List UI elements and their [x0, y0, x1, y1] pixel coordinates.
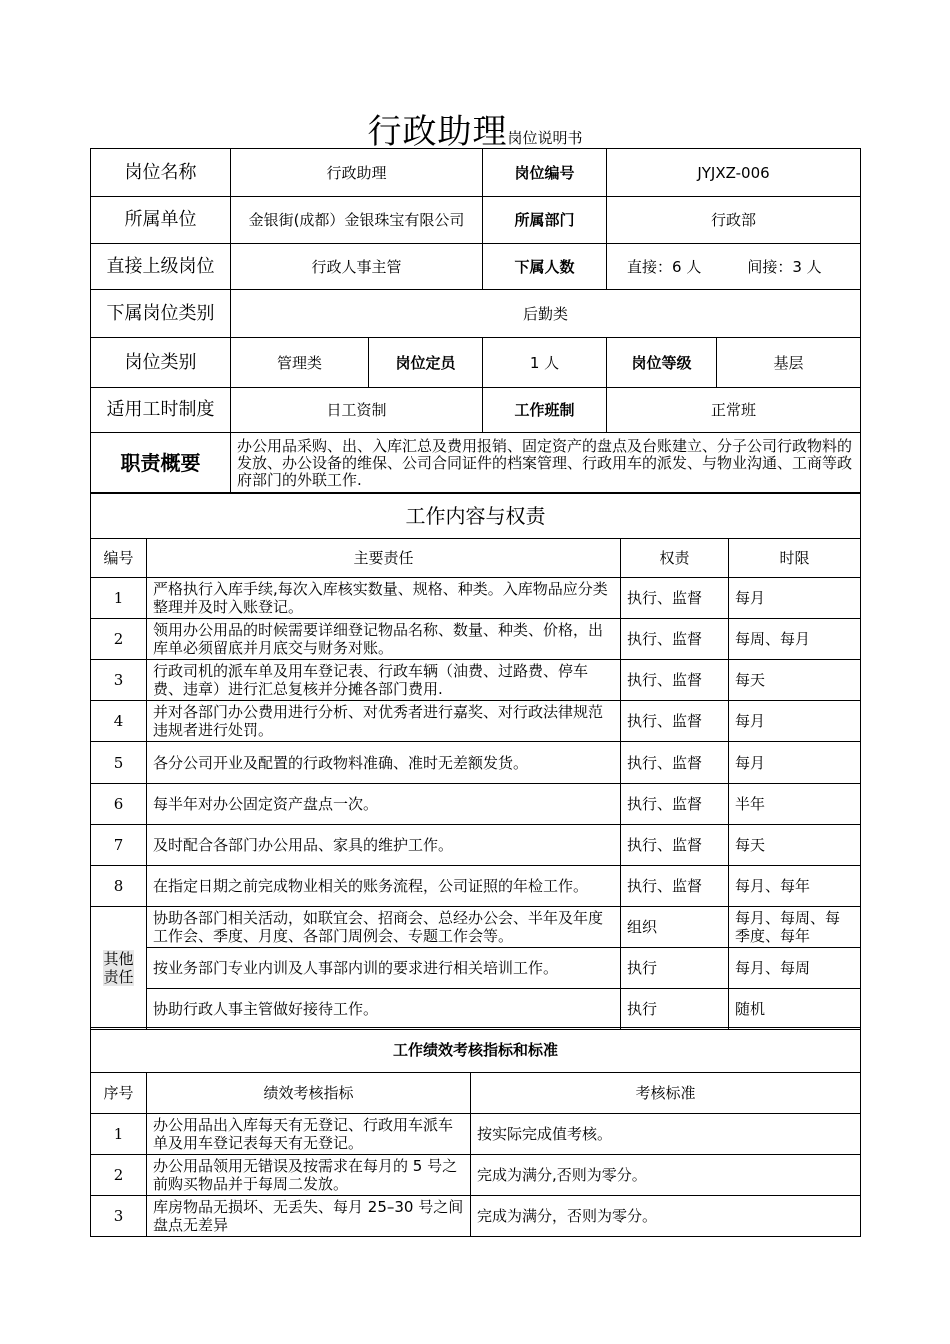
- row-period: 每月: [729, 578, 861, 619]
- row-period: 每月: [729, 742, 861, 784]
- kpi-table: [90, 1027, 861, 1237]
- post-type-value: 管理类: [231, 338, 369, 388]
- row-text: 协助行政人事主管做好接待工作。: [147, 989, 621, 1030]
- summary-text: 办公用品采购、出、入库汇总及费用报销、固定资产的盘点及台账建立、分子公司行政物料的发放、办公设备的维保、公司合同证件的档案管理、行政用车的派发、与物业沟通、工商等政府部门的外联工作.: [231, 433, 861, 494]
- row-standard: 按实际完成值考核。: [471, 1114, 861, 1155]
- post-code-value: JYJXZ-006: [607, 149, 861, 197]
- sub-type-value: 后勤类: [231, 290, 861, 338]
- dept-label: 所属部门: [483, 197, 607, 244]
- document-title: [0, 104, 950, 153]
- duties-header-text: 主要责任: [147, 539, 621, 578]
- grade-value: 基层: [717, 338, 861, 388]
- sub-count-label: 下属人数: [483, 244, 607, 290]
- row-text: 按业务部门专业内训及人事部内训的要求进行相关培训工作。: [147, 948, 621, 989]
- kpi-section-title: 工作绩效考核指标和标准: [91, 1028, 861, 1073]
- row-text: 严格执行入库手续,每次入库核实数量、规格、种类。入库物品应分类整理并及时入账登记。: [147, 578, 621, 619]
- row-auth: 执行、监督: [621, 619, 729, 660]
- row-no: 3: [91, 660, 147, 701]
- table-row: [91, 1114, 861, 1155]
- summary-label: 职责概要: [91, 433, 231, 494]
- row-text: 在指定日期之前完成物业相关的账务流程，公司证照的年检工作。: [147, 866, 621, 907]
- row-text: 领用办公用品的时候需要详细登记物品名称、数量、种类、价格，出库单必须留底并月底交与财务对账。: [147, 619, 621, 660]
- shift-label: 工作班制: [483, 388, 607, 433]
- duties-header-period: 时限: [729, 539, 861, 578]
- row-auth: 执行: [621, 989, 729, 1030]
- duties-header-no: 编号: [91, 539, 147, 578]
- row-auth: 执行、监督: [621, 825, 729, 866]
- row-auth: 执行、监督: [621, 660, 729, 701]
- grade-label: 岗位等级: [607, 338, 717, 388]
- dept-value: 行政部: [607, 197, 861, 244]
- row-standard: 完成为满分,否则为零分。: [471, 1155, 861, 1196]
- row-no: 1: [91, 578, 147, 619]
- kpi-header-standard: 考核标准: [471, 1073, 861, 1114]
- post-type-label: 岗位类别: [91, 338, 231, 388]
- row-text: 每半年对办公固定资产盘点一次。: [147, 784, 621, 825]
- table-row: [91, 1155, 861, 1196]
- row-no: 8: [91, 866, 147, 907]
- row-no: 6: [91, 784, 147, 825]
- table-row: [91, 742, 861, 784]
- row-period: 每月、每周、每季度、每年: [729, 907, 861, 948]
- row-auth: 执行、监督: [621, 866, 729, 907]
- row-text: 协助各部门相关活动，如联宜会、招商会、总经办公会、半年及年度工作会、季度、月度、各部门周例会、专题工作会等。: [147, 907, 621, 948]
- title-main: 行政助理: [367, 112, 508, 152]
- table-row: [91, 660, 861, 701]
- table-row: [91, 619, 861, 660]
- row-no: 7: [91, 825, 147, 866]
- row-period: 每天: [729, 825, 861, 866]
- info-table: [90, 148, 861, 494]
- row-text: 各分公司开业及配置的行政物料准确、准时无差额发货。: [147, 742, 621, 784]
- table-row: [91, 1196, 861, 1237]
- row-text: 及时配合各部门办公用品、家具的维护工作。: [147, 825, 621, 866]
- title-sub: 岗位说明书: [507, 129, 583, 147]
- row-no: 1: [91, 1114, 147, 1155]
- row-period: 每周、每月: [729, 619, 861, 660]
- hours-label: 适用工时制度: [91, 388, 231, 433]
- row-auth: 执行: [621, 948, 729, 989]
- duties-header-auth: 权责: [621, 539, 729, 578]
- post-name-value: 行政助理: [231, 149, 483, 197]
- row-no: 2: [91, 619, 147, 660]
- post-code-label: 岗位编号: [483, 149, 607, 197]
- row-no: 5: [91, 742, 147, 784]
- post-name-label: 岗位名称: [91, 149, 231, 197]
- shift-value: 正常班: [607, 388, 861, 433]
- row-auth: 执行、监督: [621, 742, 729, 784]
- row-period: 半年: [729, 784, 861, 825]
- row-no: 4: [91, 701, 147, 742]
- kpi-header-no: 序号: [91, 1073, 147, 1114]
- unit-label: 所属单位: [91, 197, 231, 244]
- superior-value: 行政人事主管: [231, 244, 483, 290]
- row-standard: 完成为满分，否则为零分。: [471, 1196, 861, 1237]
- table-row: [91, 578, 861, 619]
- table-row: [91, 825, 861, 866]
- duties-section-title: 工作内容与权责: [91, 493, 861, 539]
- row-period: 每月: [729, 701, 861, 742]
- sub-count-value: [607, 244, 861, 290]
- row-period: 每月、每周: [729, 948, 861, 989]
- duties-table: [90, 492, 861, 1030]
- row-period: 随机: [729, 989, 861, 1030]
- hours-value: 日工资制: [231, 388, 483, 433]
- table-row: [91, 866, 861, 907]
- row-no: 3: [91, 1196, 147, 1237]
- row-auth: 组织: [621, 907, 729, 948]
- row-period: 每天: [729, 660, 861, 701]
- staffing-value: 1 人: [483, 338, 607, 388]
- table-row: [91, 784, 861, 825]
- staffing-label: 岗位定员: [369, 338, 483, 388]
- table-row: [91, 907, 861, 948]
- row-auth: 执行、监督: [621, 701, 729, 742]
- table-row: [91, 701, 861, 742]
- row-auth: 执行、监督: [621, 784, 729, 825]
- superior-label: 直接上级岗位: [91, 244, 231, 290]
- row-period: 每月、每年: [729, 866, 861, 907]
- row-indicator: 办公用品出入库每天有无登记、行政用车派车单及用车登记表每天有无登记。: [147, 1114, 471, 1155]
- table-row: [91, 989, 861, 1030]
- row-no: 2: [91, 1155, 147, 1196]
- sub-indirect: 间接：3 人: [747, 257, 822, 276]
- row-auth: 执行、监督: [621, 578, 729, 619]
- unit-value: 金银街(成都）金银珠宝有限公司: [231, 197, 483, 244]
- row-text: 行政司机的派车单及用车登记表、行政车辆（油费、过路费、停车费、违章）进行汇总复核并分摊各部门费用.: [147, 660, 621, 701]
- sub-direct: 直接：6 人: [627, 257, 702, 276]
- other-duties-label: 其他责任: [91, 907, 147, 1030]
- row-indicator: 办公用品领用无错误及按需求在每月的 5 号之前购买物品并于每周二发放。: [147, 1155, 471, 1196]
- table-row: [91, 948, 861, 989]
- row-text: 并对各部门办公费用进行分析、对优秀者进行嘉奖、对行政法律规范违规者进行处罚。: [147, 701, 621, 742]
- kpi-header-indicator: 绩效考核指标: [147, 1073, 471, 1114]
- row-indicator: 库房物品无损坏、无丢失、每月 25–30 号之间盘点无差异: [147, 1196, 471, 1237]
- sub-type-label: 下属岗位类别: [91, 290, 231, 338]
